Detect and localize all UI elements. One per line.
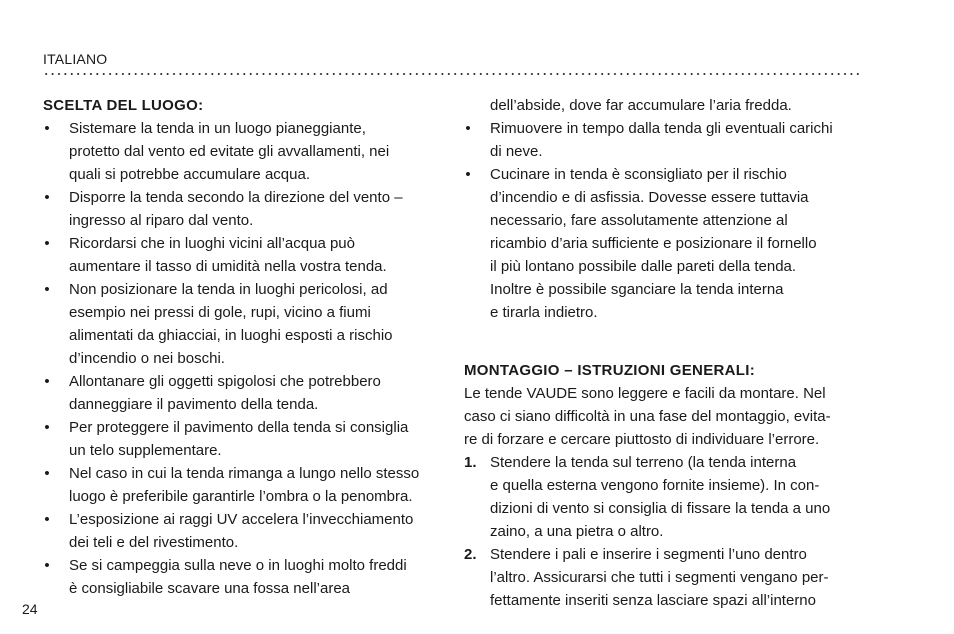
list-item-text-line: aumentare il tasso di umidità nella vostra tenda. (69, 258, 387, 275)
bullet-icon: • (44, 511, 50, 528)
list-item-text-line: Nel caso in cui la tenda rimanga a lungo nello stesso (69, 465, 420, 482)
assembly-intro-paragraph (464, 382, 864, 451)
bullet-icon: • (44, 235, 50, 252)
list-item-text-line: è consigliabile scavare una fossa nell’area (69, 580, 351, 597)
list-item (43, 186, 443, 232)
list-item (464, 163, 864, 324)
list-item-text-line: esempio nei pressi di gole, rupi, vicino a fiumi (69, 304, 371, 321)
bullet-icon: • (465, 166, 471, 183)
step-text-line: e quella esterna vengono fornite insieme). In con- (490, 477, 820, 494)
section-language-label: ITALIANO (43, 51, 108, 67)
list-item (43, 554, 443, 600)
list-item-text-line: Se si campeggia sulla neve o in luoghi molto freddi (69, 557, 407, 574)
list-item-text-line: Rimuovere in tempo dalla tenda gli eventuali carichi (490, 120, 833, 137)
list-item-text-line: danneggiare il pavimento della tenda. (69, 396, 319, 413)
continued-bullet-text: dell’abside, dove far accumulare l’aria fredda. (490, 97, 792, 114)
bullet-icon: • (465, 120, 471, 137)
list-item-text-line: luogo è preferibile garantirle l’ombra o la penombra. (69, 488, 413, 505)
paragraph-line: caso ci siano difficoltà in una fase del montaggio, evita- (464, 408, 831, 425)
list-item-text-line: d’incendio o nei boschi. (69, 350, 225, 367)
step-text-line: fettamente inseriti senza lasciare spazi all’interno (490, 592, 816, 609)
heading-assembly: MONTAGGIO – ISTRUZIONI GENERALI: (464, 362, 755, 379)
list-item-text-line: Per proteggere il pavimento della tenda si consiglia (69, 419, 409, 436)
list-item-text-line: il più lontano possibile dalle pareti della tenda. (490, 258, 797, 275)
step-text-line: dizioni di vento si consiglia di fissare la tenda a uno (490, 500, 831, 517)
list-item (43, 278, 443, 370)
step-item (464, 451, 864, 543)
list-item (43, 370, 443, 416)
site-selection-list-continued (464, 117, 864, 324)
list-item-text-line: un telo supplementare. (69, 442, 222, 459)
list-item-text-line: Cucinare in tenda è sconsigliato per il rischio (490, 166, 787, 183)
site-selection-list (43, 117, 443, 600)
step-number: 2. (464, 546, 477, 563)
list-item-text-line: Ricordarsi che in luoghi vicini all’acqua può (69, 235, 355, 252)
list-item (43, 462, 443, 508)
dotted-divider (43, 73, 860, 75)
spacer (464, 324, 864, 347)
list-item-text-line: e tirarla indietro. (490, 304, 598, 321)
bullet-icon: • (44, 419, 50, 436)
step-number: 1. (464, 454, 477, 471)
bullet-icon: • (44, 373, 50, 390)
list-item-text-line: dei teli e del rivestimento. (69, 534, 239, 551)
paragraph-line: re di forzare e cercare piuttosto di individuare l’errore. (464, 431, 820, 448)
list-item-text-line: Sistemare la tenda in un luogo pianeggiante, (69, 120, 366, 137)
list-item-text-line: Non posizionare la tenda in luoghi pericolosi, ad (69, 281, 388, 298)
step-text-line: l’altro. Assicurarsi che tutti i segmenti vengano per- (490, 569, 829, 586)
list-item-text-line: L’esposizione ai raggi UV accelera l’invecchiamento (69, 511, 414, 528)
spacer (464, 347, 864, 359)
list-item-text-line: Disporre la tenda secondo la direzione del vento – (69, 189, 403, 206)
step-text-line: zaino, a una pietra o altro. (490, 523, 664, 540)
list-item (43, 508, 443, 554)
list-item-text-line: ingresso al riparo dal vento. (69, 212, 254, 229)
heading-site-selection: SCELTA DEL LUOGO: (43, 97, 204, 114)
list-item-text-line: Inoltre è possibile sganciare la tenda interna (490, 281, 784, 298)
step-item (464, 543, 864, 612)
list-item (464, 117, 864, 163)
bullet-icon: • (44, 557, 50, 574)
list-item-text-line: quali si potrebbe accumulare acqua. (69, 166, 310, 183)
bullet-icon: • (44, 465, 50, 482)
bullet-icon: • (44, 120, 50, 137)
list-item-text-line: protetto dal vento ed evitate gli avvallamenti, nei (69, 143, 390, 160)
right-column (464, 94, 864, 612)
bullet-icon: • (44, 189, 50, 206)
list-item-text-line: necessario, fare assolutamente attenzione al (490, 212, 788, 229)
step-text-line: Stendere la tenda sul terreno (la tenda interna (490, 454, 797, 471)
step-text-line: Stendere i pali e inserire i segmenti l’uno dentro (490, 546, 807, 563)
list-item-text-line: alimentati da ghiacciai, in luoghi esposti a rischio (69, 327, 393, 344)
left-column (43, 94, 443, 600)
list-item-text-line: di neve. (490, 143, 543, 160)
page-number: 24 (22, 601, 38, 617)
assembly-steps-list (464, 451, 864, 612)
list-item (43, 117, 443, 186)
list-item-text-line: ricambio d’aria sufficiente e posizionare il fornello (490, 235, 817, 252)
list-item-text-line: Allontanare gli oggetti spigolosi che potrebbero (69, 373, 381, 390)
list-item (43, 416, 443, 462)
list-item (43, 232, 443, 278)
bullet-icon: • (44, 281, 50, 298)
list-item-text-line: d’incendio e di asfissia. Dovesse essere tuttavia (490, 189, 809, 206)
paragraph-line: Le tende VAUDE sono leggere e facili da montare. Nel (464, 385, 826, 402)
